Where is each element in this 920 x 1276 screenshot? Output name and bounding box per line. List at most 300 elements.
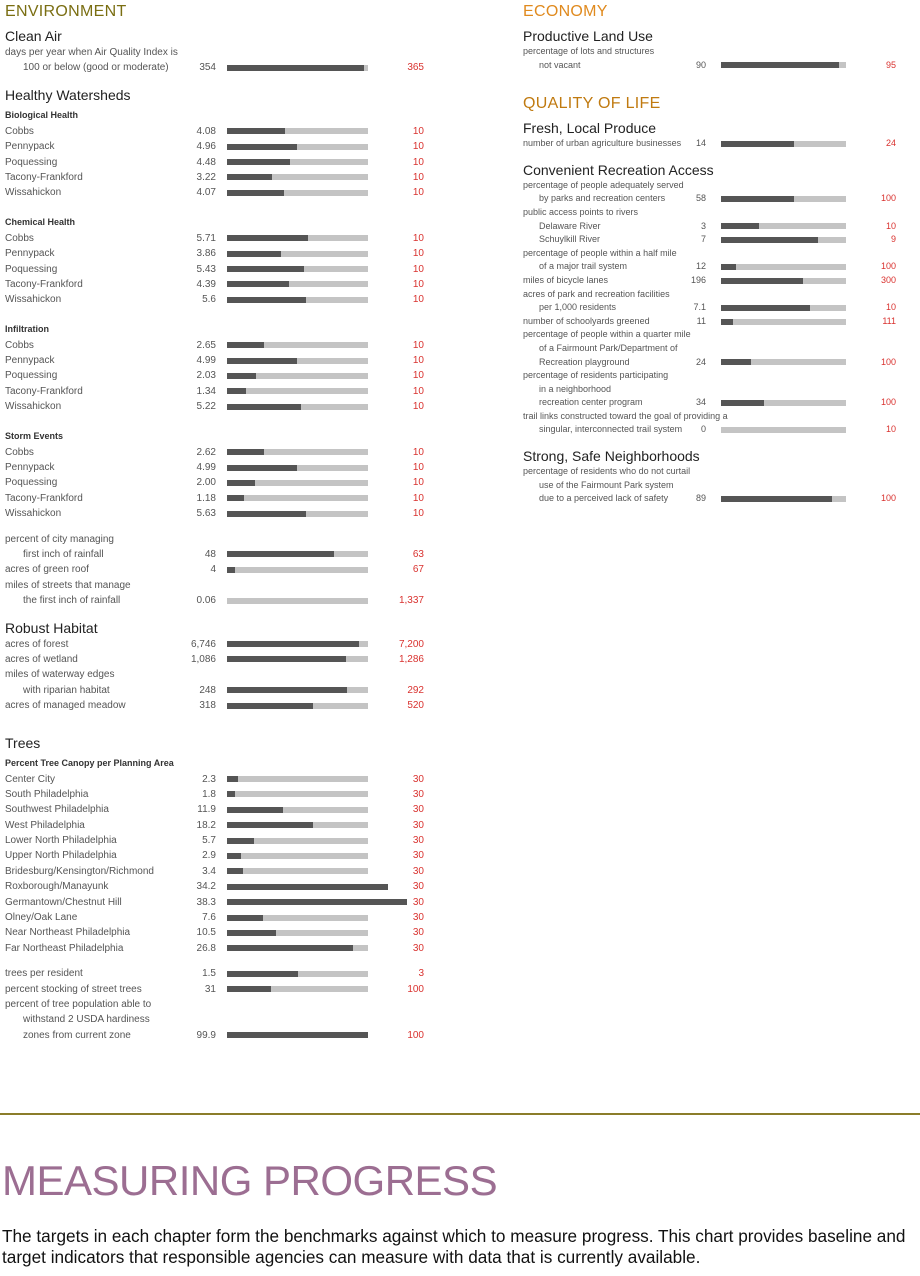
indicator-label: Recreation playground (539, 356, 630, 367)
indicator-text-line (523, 383, 913, 397)
target-value: 10 (412, 492, 424, 504)
indicator-text-line (5, 997, 435, 1012)
target-bar (721, 264, 846, 270)
subheading-biological-health: Biological Health (5, 109, 79, 120)
baseline-bar (227, 495, 244, 501)
baseline-bar (227, 971, 298, 977)
target-value: 63 (412, 548, 424, 560)
indicator-row (5, 338, 435, 353)
baseline-bar (227, 480, 255, 486)
indicator-label: Germantown/Chestnut Hill (5, 896, 122, 908)
indicator-row (5, 60, 435, 75)
baseline-value: 90 (695, 59, 706, 70)
section-heading-trees: Trees (5, 734, 41, 751)
target-bar (721, 427, 846, 433)
indicator-row (5, 384, 435, 399)
target-value: 67 (412, 564, 424, 576)
indicator-label: Tacony-Frankford (5, 385, 83, 397)
target-bar (227, 971, 368, 977)
baseline-bar (227, 174, 272, 180)
baseline-value: 5.22 (196, 401, 216, 413)
target-value: 111 (882, 315, 896, 326)
indicator-label: Poquessing (5, 370, 58, 382)
indicator-label: trees per resident (5, 968, 83, 980)
target-bar (227, 495, 368, 501)
indicator-label: not vacant (539, 59, 581, 70)
baseline-value: 5.43 (196, 263, 216, 275)
target-value: 10 (412, 477, 424, 489)
indicator-label: the first inch of rainfall (23, 595, 121, 607)
indicator-label: Pennypack (5, 141, 55, 153)
target-bar (227, 822, 368, 828)
baseline-bar (227, 915, 263, 921)
baseline-bar (721, 141, 794, 147)
indicator-row (5, 292, 435, 307)
target-value: 95 (885, 59, 896, 70)
indicator-description: percentage of residents participating (523, 370, 669, 381)
baseline-bar (721, 278, 803, 284)
target-bar (227, 567, 368, 573)
target-value: 30 (412, 912, 424, 924)
baseline-value: 11 (696, 315, 706, 326)
spacer (523, 437, 913, 447)
indicator-row (523, 274, 913, 288)
indicator-label: by parks and recreation centers (539, 193, 666, 204)
right-column (523, 0, 913, 506)
indicator-row (5, 941, 435, 956)
baseline-bar (227, 235, 308, 241)
target-bar (227, 404, 368, 410)
baseline-value: 89 (695, 493, 706, 504)
baseline-value: 1.8 (202, 788, 216, 800)
baseline-value: 34.2 (196, 881, 216, 893)
target-bar (227, 656, 368, 662)
indicator-label: Cobbs (5, 339, 34, 351)
target-bar (227, 144, 368, 150)
target-bar (227, 190, 368, 196)
indicator-label: recreation center program (539, 397, 643, 408)
target-bar (227, 884, 368, 890)
target-value: 292 (407, 684, 424, 696)
target-bar (227, 174, 368, 180)
baseline-value: 4.39 (196, 278, 216, 290)
indicator-description: use of the Fairmount Park system (539, 479, 674, 490)
indicator-label: Cobbs (5, 232, 34, 244)
indicator-text-line (523, 179, 913, 193)
baseline-bar (227, 687, 347, 693)
baseline-bar (227, 776, 238, 782)
baseline-value: 2.9 (202, 850, 216, 862)
indicator-row (5, 231, 435, 246)
indicator-label: Tacony-Frankford (5, 278, 83, 290)
baseline-value: 5.63 (196, 508, 216, 520)
baseline-value: 1.18 (196, 492, 216, 504)
target-bar (227, 915, 368, 921)
indicator-row (5, 562, 435, 577)
target-value: 30 (412, 927, 424, 939)
target-bar (227, 511, 368, 517)
baseline-bar (227, 144, 297, 150)
target-value: 1,286 (398, 653, 424, 665)
baseline-bar (721, 496, 832, 502)
baseline-value: 196 (690, 274, 706, 285)
target-bar (227, 598, 368, 604)
indicator-text-line (5, 532, 435, 547)
target-bar (227, 551, 368, 557)
baseline-value: 4.48 (196, 156, 216, 168)
target-value: 10 (412, 294, 424, 306)
baseline-value: 248 (199, 684, 216, 696)
target-bar (721, 319, 846, 325)
target-value: 1,337 (398, 595, 424, 607)
indicator-description: days per year when Air Quality Index is (5, 47, 178, 58)
indicator-text-line (5, 578, 435, 593)
baseline-value: 5.6 (202, 294, 216, 306)
indicator-description: percent of tree population able to (5, 998, 152, 1010)
baseline-value: 2.3 (202, 773, 216, 785)
indicator-row (5, 460, 435, 475)
indicator-label: Wissahickon (5, 294, 62, 306)
target-bar (721, 196, 846, 202)
baseline-bar (227, 822, 313, 828)
baseline-bar (227, 449, 264, 455)
baseline-value: 38.3 (196, 896, 216, 908)
target-value: 30 (412, 804, 424, 816)
baseline-value: 2.00 (196, 477, 216, 489)
baseline-value: 4.96 (196, 141, 216, 153)
indicator-row (5, 652, 435, 667)
baseline-bar (227, 511, 306, 517)
indicator-description: acres of park and recreation facilities (523, 288, 670, 299)
baseline-bar (227, 251, 281, 257)
baseline-bar (227, 868, 243, 874)
measuring-progress-title: MEASURING PROGRESS (2, 1157, 498, 1204)
target-bar (227, 388, 368, 394)
indicator-row (523, 492, 913, 506)
baseline-bar (227, 567, 235, 573)
target-value: 365 (407, 62, 424, 74)
target-value: 100 (407, 983, 424, 995)
target-bar (227, 159, 368, 165)
indicator-row (5, 246, 435, 261)
spacer (523, 72, 913, 82)
target-bar (227, 358, 368, 364)
target-value: 30 (412, 850, 424, 862)
baseline-value: 34 (695, 397, 706, 408)
baseline-value: 26.8 (196, 942, 216, 954)
target-value: 10 (412, 263, 424, 275)
baseline-value: 4.07 (196, 187, 216, 199)
subheading-percent-tree-canopy-per-planning-area: Percent Tree Canopy per Planning Area (5, 757, 174, 768)
target-value: 30 (412, 819, 424, 831)
indicator-label: due to a perceived lack of safety (539, 493, 669, 504)
indicator-label: singular, interconnected trail system (539, 424, 683, 435)
baseline-value: 10.5 (196, 927, 216, 939)
baseline-value: 1.5 (202, 968, 216, 980)
indicator-row (523, 220, 913, 234)
target-bar (227, 776, 368, 782)
spacer (5, 522, 435, 532)
target-value: 10 (412, 355, 424, 367)
indicator-text-line (5, 45, 435, 60)
target-bar (227, 838, 368, 844)
target-bar (227, 465, 368, 471)
target-value: 30 (412, 942, 424, 954)
target-value: 10 (412, 385, 424, 397)
indicator-label: Center City (5, 773, 56, 785)
baseline-value: 2.62 (196, 446, 216, 458)
chapter-heading-economy: ECONOMY (523, 3, 608, 20)
chapter-heading-environment: ENVIRONMENT (5, 3, 127, 20)
indicator-text-line (5, 667, 435, 682)
baseline-value: 11.9 (197, 804, 216, 816)
target-value: 10 (412, 339, 424, 351)
target-bar (721, 223, 846, 229)
target-value: 10 (412, 232, 424, 244)
target-bar (227, 807, 368, 813)
indicator-description: percentage of residents who do not curtail (523, 466, 691, 477)
indicator-label: Cobbs (5, 446, 34, 458)
indicator-text-line (5, 1012, 435, 1027)
target-bar (227, 791, 368, 797)
indicator-row (5, 124, 435, 139)
indicator-text-line (523, 45, 913, 59)
indicator-description: miles of waterway edges (5, 669, 115, 681)
indicator-row (523, 192, 913, 206)
baseline-value: 14 (695, 138, 706, 149)
target-bar (721, 305, 846, 311)
target-bar (227, 868, 368, 874)
indicator-label: Southwest Philadelphia (5, 804, 109, 816)
baseline-value: 7.6 (202, 912, 216, 924)
indicator-row (5, 818, 435, 833)
spacer (5, 76, 435, 86)
indicator-label: Near Northeast Philadelphia (5, 927, 131, 939)
indicator-description: percent of city managing (5, 533, 114, 545)
baseline-value: 3.86 (196, 248, 216, 260)
indicator-row (5, 879, 435, 894)
indicator-row (5, 683, 435, 698)
baseline-value: 1.34 (196, 385, 216, 397)
indicator-row (5, 262, 435, 277)
indicator-label: Wissahickon (5, 401, 62, 413)
target-value: 10 (412, 462, 424, 474)
baseline-value: 31 (204, 983, 216, 995)
indicator-row (523, 301, 913, 315)
baseline-bar (227, 656, 346, 662)
baseline-bar (227, 159, 290, 165)
indicator-label: Poquessing (5, 156, 58, 168)
baseline-bar (227, 190, 284, 196)
target-bar (227, 986, 368, 992)
indicator-row (5, 982, 435, 997)
indicator-label: of a major trail system (539, 261, 628, 272)
baseline-bar (227, 373, 256, 379)
baseline-bar (721, 62, 839, 68)
indicator-label: Poquessing (5, 477, 58, 489)
indicator-row (5, 547, 435, 562)
baseline-bar (227, 297, 306, 303)
measuring-progress-description: The targets in each chapter form the benchmarks against which to measure progress. This chart provides baseline and target indicators that responsible agencies can measure with data that is currently available. (2, 1226, 906, 1267)
indicator-label: acres of forest (5, 638, 69, 650)
baseline-value: 3.4 (202, 865, 216, 877)
target-value: 10 (885, 424, 896, 435)
target-bar (227, 687, 368, 693)
target-bar (227, 65, 368, 71)
section-divider (0, 1113, 920, 1115)
baseline-bar (227, 404, 301, 410)
indicator-row (5, 637, 435, 652)
target-value: 10 (412, 446, 424, 458)
indicator-row (523, 423, 913, 437)
indicator-text-line (523, 247, 913, 261)
indicator-row (5, 864, 435, 879)
target-bar (721, 496, 846, 502)
indicator-description: percentage of people within a half mile (523, 247, 677, 258)
target-value: 10 (412, 508, 424, 520)
indicator-label: acres of green roof (5, 564, 89, 576)
section-heading-convenient-recreation-access: Convenient Recreation Access (523, 161, 714, 178)
indicator-text-line (523, 479, 913, 493)
target-bar (227, 853, 368, 859)
target-value: 10 (885, 302, 896, 313)
indicator-row (5, 925, 435, 940)
baseline-value: 18.2 (196, 819, 216, 831)
target-value: 300 (880, 274, 896, 285)
indicator-description: miles of streets that manage (5, 579, 131, 591)
baseline-value: 6,746 (190, 638, 216, 650)
baseline-bar (227, 930, 276, 936)
left-column (5, 0, 435, 1043)
baseline-bar (227, 838, 254, 844)
indicator-label: percent stocking of street trees (5, 983, 142, 995)
target-bar (721, 359, 846, 365)
indicator-description: percentage of people adequately served (523, 179, 684, 190)
indicator-label: Pennypack (5, 248, 55, 260)
baseline-bar (721, 196, 794, 202)
indicator-label: Wissahickon (5, 508, 62, 520)
target-bar (227, 266, 368, 272)
subheading-storm-events: Storm Events (5, 430, 64, 441)
target-bar (227, 703, 368, 709)
indicator-row (5, 593, 435, 608)
baseline-bar (227, 465, 297, 471)
target-value: 10 (412, 125, 424, 137)
spacer (523, 82, 913, 92)
baseline-bar (721, 319, 733, 325)
indicator-label: acres of managed meadow (5, 700, 126, 712)
baseline-bar (227, 358, 297, 364)
target-value: 30 (412, 881, 424, 893)
indicator-row (5, 698, 435, 713)
spacer (5, 201, 435, 211)
baseline-bar (227, 807, 283, 813)
indicator-label: 100 or below (good or moderate) (23, 62, 169, 74)
section-heading-clean-air: Clean Air (5, 28, 62, 44)
baseline-bar (227, 281, 289, 287)
indicator-row (523, 356, 913, 370)
indicator-label: Pennypack (5, 355, 55, 367)
baseline-value: 354 (199, 62, 216, 74)
indicator-label: Tacony-Frankford (5, 171, 83, 183)
indicator-label: Olney/Oak Lane (5, 912, 78, 924)
spacer (5, 724, 435, 734)
section-heading-productive-land-use: Productive Land Use (523, 28, 653, 44)
indicator-row (5, 491, 435, 506)
indicator-label: Delaware River (539, 220, 601, 231)
baseline-bar (227, 986, 271, 992)
baseline-bar (721, 400, 764, 406)
indicator-row (5, 139, 435, 154)
indicator-label: Wissahickon (5, 187, 62, 199)
indicator-row (523, 233, 913, 247)
baseline-value: 3.22 (196, 171, 216, 183)
spacer (5, 714, 435, 724)
indicator-label: South Philadelphia (5, 788, 89, 800)
target-bar (227, 899, 368, 905)
baseline-value: 12 (695, 261, 706, 272)
baseline-value: 58 (695, 193, 706, 204)
target-value: 100 (880, 493, 896, 504)
baseline-value: 4.99 (196, 355, 216, 367)
indicator-row (5, 185, 435, 200)
indicator-label: Cobbs (5, 125, 34, 137)
indicator-description: of a Fairmount Park/Department of (539, 342, 678, 353)
indicator-label: Tacony-Frankford (5, 492, 83, 504)
baseline-bar (227, 703, 313, 709)
baseline-bar (227, 342, 264, 348)
indicator-description: public access points to rivers (523, 206, 639, 217)
indicator-label: Poquessing (5, 263, 58, 275)
target-bar (721, 62, 846, 68)
target-bar (227, 1032, 368, 1038)
spacer (523, 151, 913, 161)
target-value: 10 (412, 401, 424, 413)
indicator-row (523, 396, 913, 410)
indicator-row (5, 399, 435, 414)
target-value: 30 (412, 773, 424, 785)
indicator-label: miles of bicycle lanes (523, 274, 609, 285)
indicator-label: Far Northeast Philadelphia (5, 942, 124, 954)
target-bar (227, 251, 368, 257)
indicator-label: Schuylkill River (539, 234, 601, 245)
target-bar (721, 237, 846, 243)
target-bar (227, 945, 368, 951)
indicator-row (523, 59, 913, 73)
target-bar (227, 373, 368, 379)
subheading-chemical-health: Chemical Health (5, 216, 76, 227)
indicator-row (5, 787, 435, 802)
baseline-value: 7.1 (693, 302, 706, 313)
indicator-row (5, 277, 435, 292)
target-value: 520 (407, 700, 424, 712)
indicator-text-line (523, 410, 913, 424)
indicator-row (5, 848, 435, 863)
baseline-value: 4 (210, 564, 216, 576)
indicator-text-line (523, 328, 913, 342)
target-value: 100 (880, 356, 896, 367)
baseline-bar (227, 388, 246, 394)
target-value: 100 (407, 1029, 424, 1041)
baseline-value: 2.65 (196, 339, 216, 351)
target-bar (227, 342, 368, 348)
target-value: 100 (880, 397, 896, 408)
indicator-label: West Philadelphia (5, 819, 85, 831)
target-value: 30 (412, 896, 424, 908)
baseline-bar (227, 945, 353, 951)
baseline-bar (721, 305, 810, 311)
baseline-value: 5.7 (202, 835, 216, 847)
